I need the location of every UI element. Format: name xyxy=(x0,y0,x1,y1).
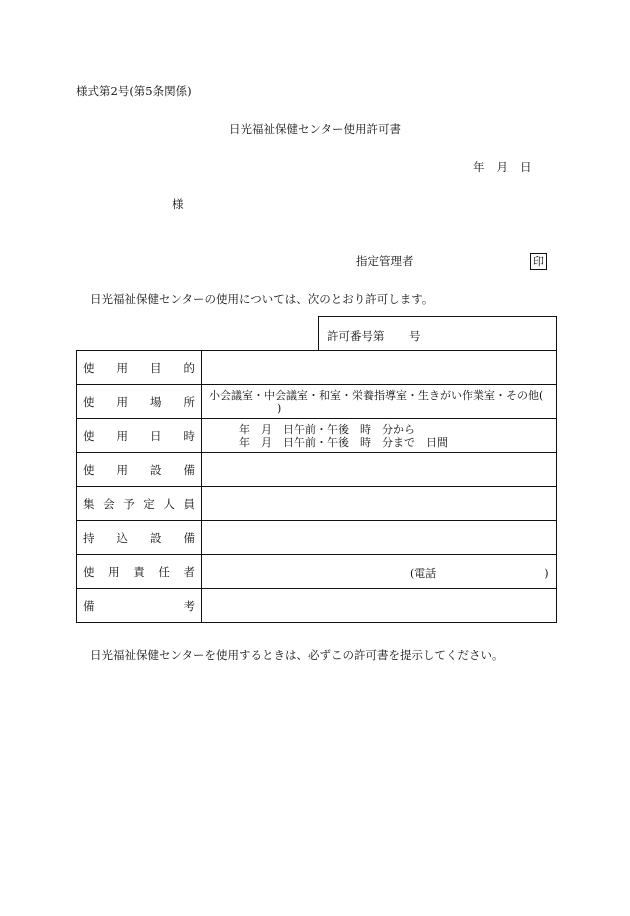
label-char: 用 xyxy=(116,394,128,409)
label-char: 込 xyxy=(116,530,128,545)
label-char: 持 xyxy=(83,530,95,545)
label-char: 所 xyxy=(183,394,195,409)
label-char: 的 xyxy=(183,360,195,375)
row-label xyxy=(77,385,202,419)
label-char: 用 xyxy=(108,564,120,579)
phone-label: (電話 xyxy=(410,567,437,580)
table-row xyxy=(77,419,557,453)
label-char: 会 xyxy=(103,496,115,511)
permit-number-label: 許可番号第 xyxy=(327,329,385,343)
label-char: 使 xyxy=(83,360,95,375)
datetime-field xyxy=(202,419,557,453)
footer-note: 日光福祉保健センターを使用するときは、必ずこの許可書を提示してください。 xyxy=(90,648,504,662)
row-label xyxy=(77,419,202,453)
row-label xyxy=(77,351,202,385)
equipment-field xyxy=(202,453,557,487)
label-char: 設 xyxy=(150,462,162,477)
label-char: 備 xyxy=(183,462,195,477)
date-day: 日 xyxy=(520,160,532,174)
label-char: 目 xyxy=(150,360,162,375)
label-char: 使 xyxy=(83,462,95,477)
table-row xyxy=(77,351,557,385)
document-title: 日光福祉保健センター使用許可書 xyxy=(228,122,402,136)
row-label xyxy=(77,487,202,521)
addressee-suffix: 様 xyxy=(172,197,184,211)
row-label xyxy=(77,589,202,623)
seal-mark: 印 xyxy=(530,253,547,270)
label-char: 任 xyxy=(158,564,170,579)
designated-manager: 指定管理者 xyxy=(356,254,414,268)
remarks-field xyxy=(202,589,557,623)
label-char: 員 xyxy=(183,496,195,511)
label-char: 者 xyxy=(183,564,195,579)
table-row xyxy=(77,555,557,589)
row-label xyxy=(77,555,202,589)
label-char: 使 xyxy=(83,428,95,443)
label-char: 備 xyxy=(183,530,195,545)
brought-equipment-field xyxy=(202,521,557,555)
label-char: 場 xyxy=(150,394,162,409)
datetime-to: 年 月 日午前・午後 時 分まで 日間 xyxy=(239,435,448,449)
table-row xyxy=(77,453,557,487)
phone-close-paren: ) xyxy=(544,567,549,580)
permit-table xyxy=(76,350,557,623)
phone-field xyxy=(410,565,549,581)
intro-text: 日光福祉保健センターの使用については、次のとおり許可します。 xyxy=(90,292,434,306)
attendees-field xyxy=(202,487,557,521)
place-field xyxy=(202,385,557,419)
purpose-field xyxy=(202,351,557,385)
row-label xyxy=(77,453,202,487)
permit-number-box xyxy=(318,316,557,350)
date-year: 年 xyxy=(473,160,485,174)
table-row xyxy=(77,589,557,623)
place-close-paren: ) xyxy=(277,401,282,415)
table-row xyxy=(77,487,557,521)
label-char: 用 xyxy=(116,462,128,477)
date-line xyxy=(473,162,532,174)
label-char: 時 xyxy=(183,428,195,443)
datetime-from: 年 月 日午前・午後 時 分から xyxy=(239,422,415,436)
label-char: 用 xyxy=(116,428,128,443)
label-char: 備 xyxy=(83,598,95,613)
label-char: 人 xyxy=(163,496,175,511)
label-char: 集 xyxy=(83,496,95,511)
label-char: 定 xyxy=(143,496,155,511)
permit-number-suffix: 号 xyxy=(409,329,421,343)
label-char: 考 xyxy=(183,598,195,613)
place-options: 小会議室・中会議室・和室・栄養指導室・生きがい作業室・その他( xyxy=(209,388,544,402)
label-char: 用 xyxy=(116,360,128,375)
responsible-person-field xyxy=(202,555,557,589)
row-label xyxy=(77,521,202,555)
table-row xyxy=(77,521,557,555)
label-char: 日 xyxy=(150,428,162,443)
date-month: 月 xyxy=(496,160,508,174)
label-char: 設 xyxy=(150,530,162,545)
label-char: 責 xyxy=(133,564,145,579)
label-char: 使 xyxy=(83,394,95,409)
label-char: 予 xyxy=(123,496,135,511)
label-char: 使 xyxy=(83,564,95,579)
form-number: 様式第2号(第5条関係) xyxy=(76,84,192,98)
table-row xyxy=(77,385,557,419)
